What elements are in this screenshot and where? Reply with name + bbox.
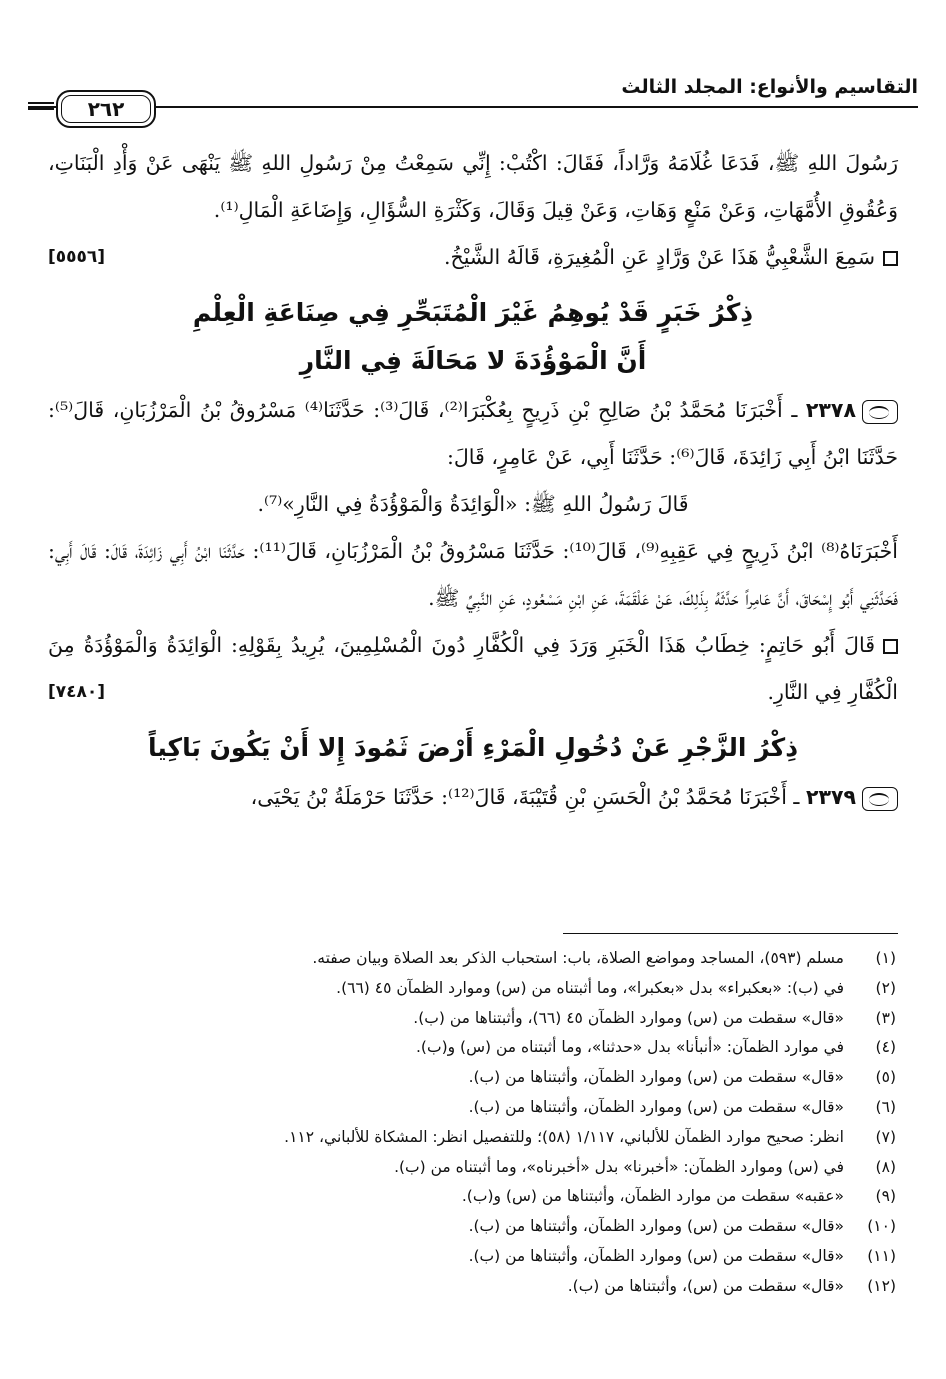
footnote-item (58, 1063, 896, 1093)
footnote-text: في (ب): «بعكبراء» بدل «بعكبرا»، وما أثبتناه من (س) وموارد الظمآن ٤٥ (٦٦). (336, 978, 844, 997)
footnote-text: مسلم (٥٩٣)، المساجد ومواضع الصلاة، باب: استحباب الذكر بعد الصلاة وبيان صفته. (312, 949, 844, 967)
footnote-number: (٤) (875, 1038, 896, 1057)
abu-hatim-note (48, 622, 898, 716)
footnote-number: (١٢) (867, 1276, 896, 1295)
footnote-number: (١) (875, 949, 896, 967)
abu-hatim-note-text: قَالَ أَبُو حَاتِمٍ: خِطَابُ هَذَا الْخَبَرِ وَرَدَ فِي الْكُفَّارِ دُونَ الْمُسْلِمِينَ، يُرِيدُ بِقَوْلِهِ: الْوَائِدَةُ وَالْمَوْؤُدَةُ مِنَ الْكُفَّارِ فِي النَّارِ. (48, 633, 898, 704)
footnotes (58, 944, 896, 1302)
footnote-text: «قال» سقطت من (س) وموارد الظمآن، وأثبتناها من (ب). (468, 1097, 844, 1116)
square-marker-icon (883, 251, 898, 266)
page-header (28, 62, 918, 122)
footnote-number: (٥) (875, 1068, 896, 1087)
hadith-number: ٢٣٧٨ (805, 398, 856, 422)
author-note (48, 234, 898, 281)
footnote-text: «قال» سقطت من (س) وموارد الظمآن، وأثبتناها من (ب). (468, 1246, 844, 1265)
footnote-number: (٧) (875, 1127, 896, 1146)
reference-number: [٧٤٨٠] (48, 682, 106, 702)
hadith-isnad-text: ـ أَخْبَرَنَا مُحَمَّدُ بْنُ الْحَسَنِ بْنِ قُتَيْبَةَ، قَالَ⁽¹²⁾: حَدَّثَنَا حَرْمَلَةُ بْنُ يَحْيَى، (250, 785, 806, 809)
footnote-item (58, 1004, 896, 1034)
hadith-isnad-2 (48, 774, 898, 821)
footnote-separator (563, 933, 898, 934)
reference-number: [٥٥٥٦] (48, 247, 106, 267)
chapter-heading-2 (48, 724, 898, 772)
footnote-item (58, 1093, 896, 1123)
footnote-text: «قال» سقطت من (س) وموارد الظمآن، وأثبتناها من (ب). (468, 1217, 844, 1236)
footnote-number: (٩) (875, 1187, 896, 1206)
page-number (56, 90, 156, 128)
hadith-seal-icon (862, 787, 898, 811)
hadith-alternate-chain: أَخْبَرَنَاهُ⁽⁸⁾ ابْنُ ذَرِيحٍ فِي عَقِبِهِ⁽⁹⁾، قَالَ⁽¹⁰⁾: حَدَّثَنَا مَسْرُوقُ بْنُ الْمَرْزُبَانِ، قَالَ⁽¹¹⁾: حَدَّثَنَا ابْنُ أَبِي زَائِدَةَ، قَالَ: قَالَ أَبِي: فَحَدَّثَنِي أَبُو إِسْحَاقَ، أَنَّ عَامِراً حَدَّثَهُ بِذَلِكَ، عَنْ عَلْقَمَةَ، عَنِ ابْنِ مَسْعُودٍ، عَنِ النَّبِيِّ ﷺ. (48, 539, 898, 610)
heading-line-1: ذِكْرُ خَبَرٍ قَدْ يُوهِمُ غَيْرَ الْمُتَبَحِّرِ فِي صِنَاعَةِ الْعِلْمِ (192, 298, 754, 327)
footnote-number: (٢) (875, 978, 896, 997)
footnote-text: «قال» سقطت من (س) وموارد الظمآن ٤٥ (٦٦)، وأثبتناها من (ب). (413, 1008, 844, 1027)
footnote-number: (٨) (875, 1157, 896, 1176)
footnote-text: انظر: صحيح موارد الظمآن للألباني، ١/١١٧ (٥٨)؛ وللتفصيل انظر: المشكاة للألباني، ١١٢. (284, 1127, 844, 1146)
hadith-matn: قَالَ رَسُولُ اللهِ ﷺ: «الْوَائِدَةُ وَالْمَوْؤُدَةُ فِي النَّارِ»⁽⁷⁾. (257, 492, 689, 516)
header-double-rule (28, 102, 54, 110)
footnote-item (58, 1212, 896, 1242)
hadith-seal-icon (862, 400, 898, 424)
footnote-item (58, 1242, 896, 1272)
footnote-item (58, 1153, 896, 1183)
header-rule (28, 106, 918, 108)
footnote-item (58, 1033, 896, 1063)
footnote-item (58, 974, 896, 1004)
footnote-text: في (س) وموارد الظمآن: «أخبرنا» بدل «أخبرناه»، وما أثبتناه من (ب). (394, 1157, 844, 1176)
footnote-text: في موارد الظمآن: «أنبأنا» بدل «حدثنا»، وما أثبتناه من (س) و(ب). (416, 1038, 844, 1057)
footnote-text: «قال» سقطت من (س)، وأثبتناها من (ب). (567, 1276, 844, 1295)
footnote-item (58, 1123, 896, 1153)
footnote-number: (١٠) (867, 1217, 896, 1236)
heading-2-text: ذِكْرُ الزَّجْرِ عَنْ دُخُولِ الْمَرْءِ أَرْضَ ثَمُودَ إِلا أَنْ يَكُونَ بَاكِياً (147, 733, 799, 762)
footnote-number: (١١) (867, 1246, 896, 1265)
chapter-heading (48, 289, 898, 385)
footnote-item (58, 944, 896, 974)
running-title: التقاسيم والأنواع: المجلد الثالث (621, 76, 918, 98)
heading-line-2: أَنَّ الْمَوْؤُدَةَ لا مَحَالَةَ فِي النَّارِ (299, 346, 647, 375)
footnote-number: (٣) (875, 1008, 896, 1027)
hadith-isnad (48, 387, 898, 481)
footnote-text: «قال» سقطت من (س) وموارد الظمآن، وأثبتناها من (ب). (468, 1068, 844, 1087)
footnote-text: «عقبه» سقطت من موارد الظمآن، وأثبتناها من (س) و(ب). (461, 1187, 844, 1206)
page-number-text: ٢٦٢ (87, 97, 125, 121)
hadith-isnad-text: ـ أَخْبَرَنَا مُحَمَّدُ بْنُ صَالِحِ بْنِ ذَرِيحٍ بِعُكْبَرَا⁽²⁾، قَالَ⁽³⁾: حَدَّثَنَا⁽⁴⁾ مَسْرُوقُ بْنُ الْمَرْزُبَانِ، قَالَ⁽⁵⁾: حَدَّثَنَا ابْنُ أَبِي زَائِدَةَ، قَالَ⁽⁶⁾: حَدَّثَنَا أَبِي، عَنْ عَامِرٍ، قَالَ: (48, 398, 898, 469)
main-text (48, 140, 898, 821)
footnote-item (58, 1182, 896, 1212)
paragraph-continuation: رَسُولَ اللهِ ﷺ، فَدَعَا غُلَامَهُ وَرَّاداً، فَقَالَ: اكْتُبْ: إِنِّي سَمِعْتُ مِنْ رَسُولِ اللهِ ﷺ يَنْهَى عَنْ وَأْدِ الْبَنَاتِ، وَعُقُوقِ الأُمَّهَاتِ، وَعَنْ مَنْعٍ وَهَاتِ، وَعَنْ قِيلَ وَقَالَ، وَكَثْرَةِ السُّؤَالِ، وَإِضَاعَةِ الْمَالِ⁽¹⁾. (48, 151, 898, 222)
square-marker-icon (883, 639, 898, 654)
footnote-number: (٦) (875, 1097, 896, 1116)
author-note-text: سَمِعَ الشَّعْبِيُّ هَذَا عَنْ وَرَّادٍ عَنِ الْمُغِيرَةِ، قَالَهُ الشَّيْخُ. (443, 245, 875, 269)
hadith-number: ٢٣٧٩ (805, 785, 856, 809)
footnote-item (58, 1272, 896, 1302)
